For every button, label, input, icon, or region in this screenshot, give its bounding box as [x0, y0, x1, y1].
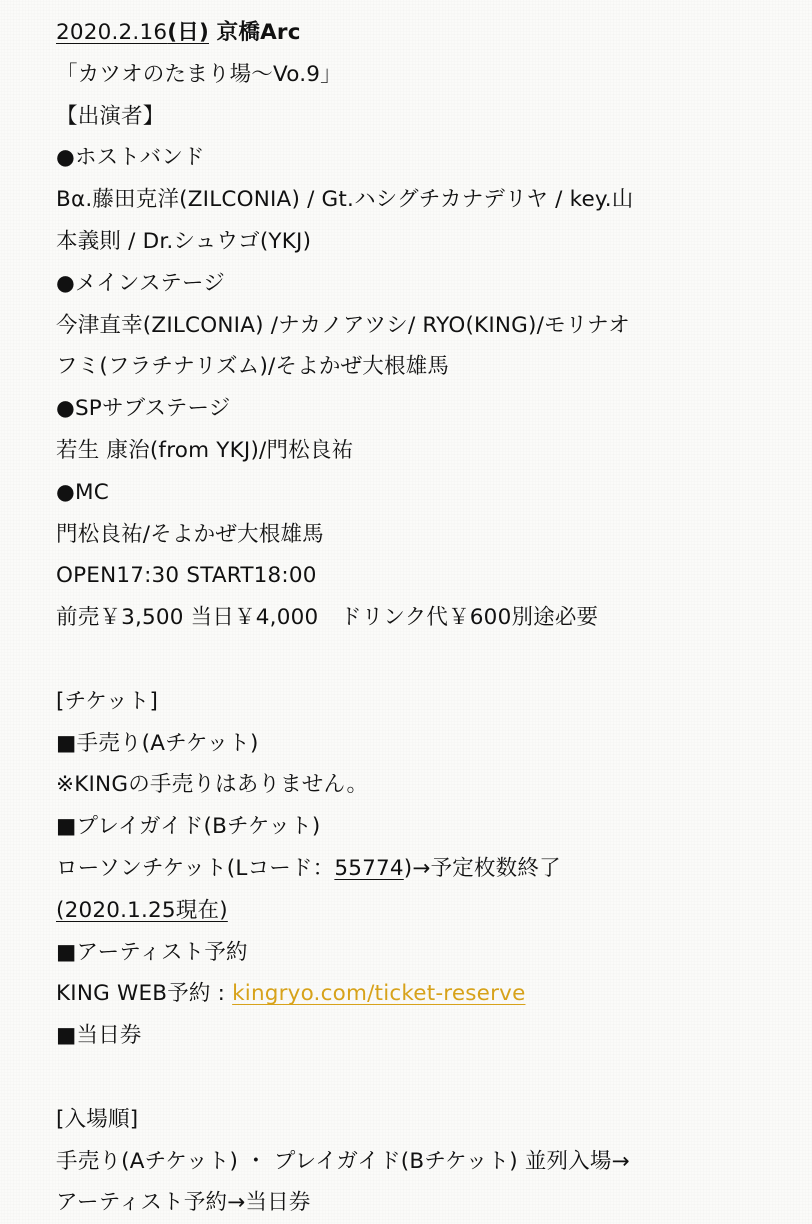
- king-web-label: KING WEB予約 :: [56, 981, 233, 1007]
- artist-reserve-heading: ■アーティスト予約: [56, 939, 248, 965]
- lawson-suffix: )→予定枚数終了: [403, 855, 561, 881]
- mc-heading: ●MC: [56, 479, 109, 505]
- hand-sale-note: ※KINGの手売りはありません。: [56, 772, 369, 798]
- event-date[interactable]: 2020.2.16: [56, 20, 168, 45]
- lawson-date-text[interactable]: (2020.1.25現在): [56, 897, 228, 923]
- sp-sub-stage-heading: ●SPサブステージ: [56, 396, 231, 422]
- event-day: (日): [167, 20, 209, 45]
- times: OPEN17:30 START18:00: [56, 563, 317, 589]
- main-stage-line-1: 今津直幸(ZILCONIA) /ナカノアツシ/ RYO(KING)/モリナオ: [56, 312, 631, 338]
- door-ticket-heading: ■当日券: [56, 1023, 142, 1049]
- note-body: [56, 12, 796, 1224]
- lawson-code[interactable]: 55774: [334, 855, 404, 881]
- spacer: [56, 639, 796, 681]
- host-band-line-2: 本義則 / Dr.シュウゴ(YKJ): [56, 228, 312, 254]
- event-title: 「カツオのたまり場〜Vo.9」: [56, 61, 342, 87]
- performers-heading: 【出演者】: [56, 103, 165, 129]
- entry-line-1: 手売り(Aチケット) ・ プレイガイド(Bチケット) 並列入場→: [56, 1148, 630, 1174]
- entry-line-2: アーティスト予約→当日券: [56, 1190, 311, 1216]
- prices: 前売￥3,500 当日￥4,000 ドリンク代￥600別途必要: [56, 605, 599, 631]
- ticket-heading: [チケット]: [56, 688, 159, 714]
- king-web-line: [56, 973, 796, 1015]
- host-band-line-1: Bα.藤田克洋(ZILCONIA) / Gt.ハシグチカナデリヤ / key.山: [56, 187, 634, 213]
- playguide-heading: ■プレイガイド(Bチケット): [56, 814, 321, 840]
- event-venue: 京橋Arc: [209, 20, 301, 45]
- king-web-link[interactable]: kingryo.com/ticket-reserve: [232, 981, 526, 1007]
- main-stage-line-2: フミ(フラチナリズム)/そよかぜ大根雄馬: [56, 354, 450, 380]
- lawson-prefix: ローソンチケット(Lコード：: [56, 855, 335, 881]
- entry-heading: [入場順]: [56, 1106, 139, 1132]
- hand-sale-heading: ■手売り(Aチケット): [56, 730, 259, 756]
- lawson-date: [56, 890, 796, 932]
- mc-line-1: 門松良祐/そよかぜ大根雄馬: [56, 521, 324, 547]
- lawson-ticket-line: [56, 848, 796, 890]
- sp-sub-stage-line-1: 若生 康治(from YKJ)/門松良祐: [56, 437, 354, 463]
- host-band-heading: ●ホストバンド: [56, 145, 205, 171]
- main-stage-heading: ●メインステージ: [56, 270, 225, 296]
- event-header: [56, 12, 796, 54]
- spacer: [56, 1057, 796, 1099]
